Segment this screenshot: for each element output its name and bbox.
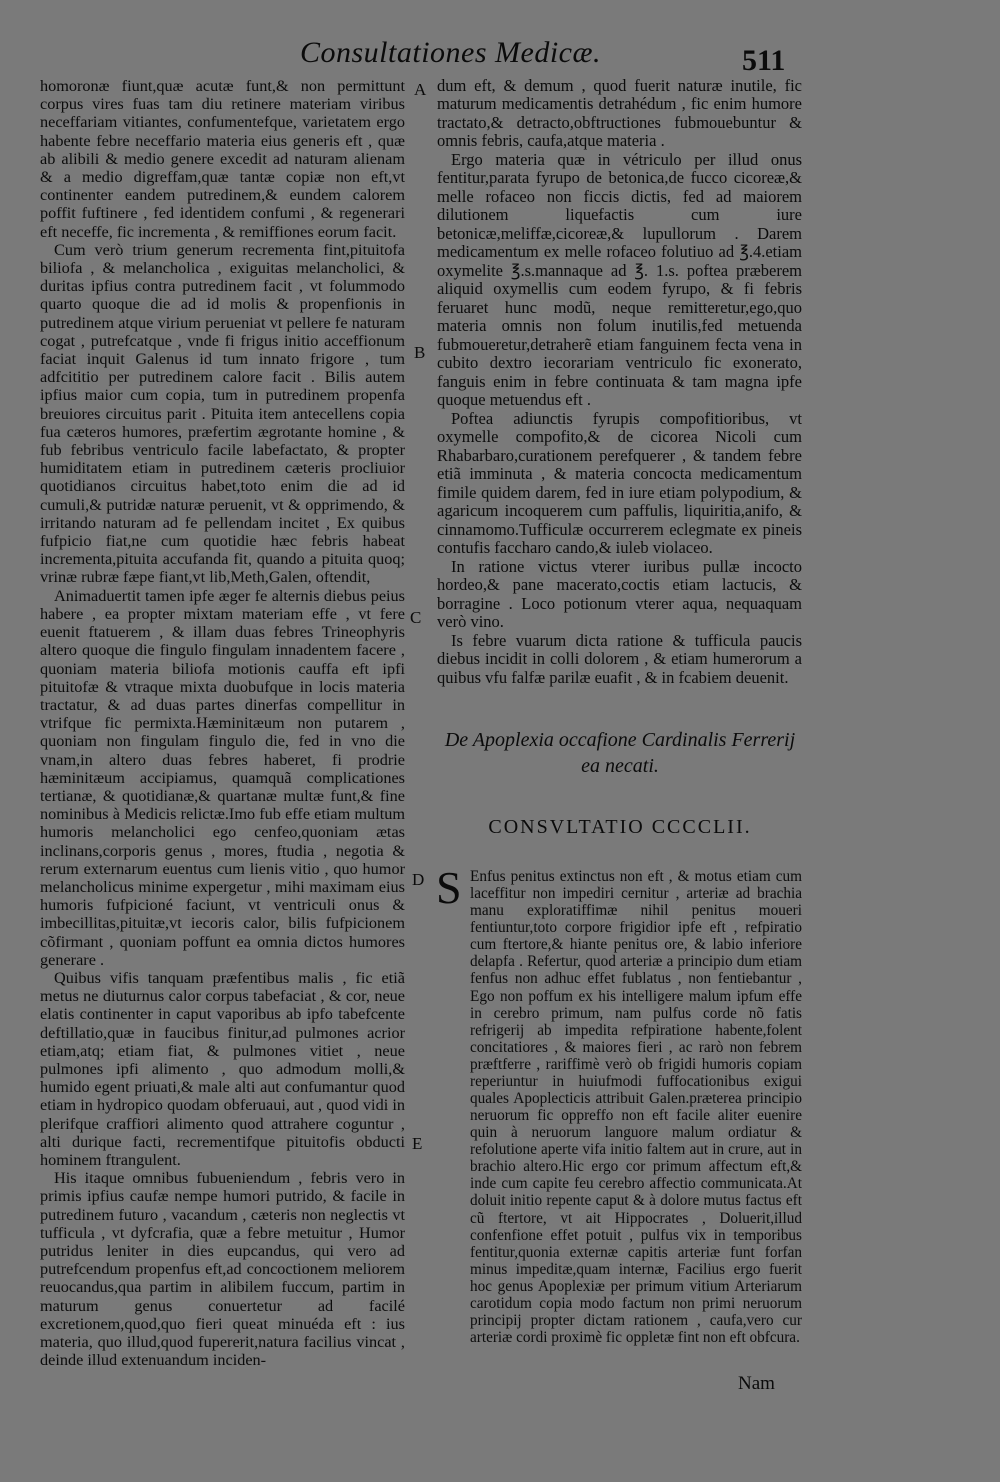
paragraph: Is febre vuarum dicta ratione & tufficula paucis diebus incidit in colli dolorem , & etiam humerorum a quibus vfu falfæ parilæ euafit , & in fcabiem deuenit. xyxy=(437,630,802,687)
paragraph: Ergo materia quæ in vétriculo per illud onus fentitur,parata fyrupo de betonica,de fucco cicoreæ,& melle rofaceo non ficcis dictis, fed ad maiorem dilutionem liquefactis cum iure betonicæ,meliffæ,cicoreæ,& lupullorum . Darem medicamentum ex melle rofaceo folutiuo ad ℥.4.etiam oxymelite ℥.s.mannaque ad ℥. 1.s. poftea præberem aliquid oxymellis cum eodem fyrupo, & fi febris feruaret hunc modũ, neque remitteretur,ego,quo materia omnis non folum inutilis,fed metuenda fubmoueretur,detraherẽ etiam fanguinem fecta vena in cubito dextro iecorariam ventriculo fic exonerato, fanguis enim in febre continuata & tam magna ipfe quoque metuendus eft . xyxy=(437,149,802,410)
left-column xyxy=(40,77,405,1369)
paragraph: Cum verò trium generum recrementa fint,pituitofa biliofa , & melancholica , exiguitas melancholici, & duritas ipfius contra putredinem facit , vt folummodo quarto quoque die ad id molis & propenfionis in putredinem atque virium perueniat vt pellere fe naturam cogat , putrefcatque , vnde fi frigus initio acceffionum faciat inquit Galenus id tum innato frigore , tum adfcititio per putredinem calore facit . Bilis autem ipfius maior cum copia, tum in putredinem propenfa breuiores circuitus parit . Pituita item antecellens copia fua cæteros humores, præfertim ægrotante homine , & fub febribus ventriculo facile labefactato, & propter humiditatem etiam in putredinem cæteris procliuior quotidianos circuitus habet,toto enim die ad id cumuli,& putridæ naturæ peruenit, vt & opprimendo, & irritando naturam ad fe pellendam incitet , Ex quibus fufpicio fiat,ne cum quotidie hæc febris habeat incrementa,pituita accufanda fit, quando a pituita quoq; vrinæ rubræ fæpe fiant,vt lib,Meth,Galen, oftendit, xyxy=(40,240,405,587)
paragraph: homoronæ fiunt,quæ acutæ funt,& non permittunt corpus vires fuas tam diu retinere materiam viribus neceffariam vitiantes, confumentefque, varietatem ergo habente febre neceffario materia eius generis eft , quæ ab alibili & medio genere excedit ad naturam alienam & a medio digreffam,quæ tantæ copiæ non eft,vt continenter eandem putredinem,& eundem calorem poffit fuftinere , fed identidem confumi , & regenerari eft neceffe, fic incrementa , & remiffiones eorum facit. xyxy=(40,77,405,241)
margin-letter-a: A xyxy=(414,80,427,99)
section-heading: De Apoplexia occafione Cardinalis Ferrerij ea necati. xyxy=(444,729,796,777)
paragraph: Enfus penitus extinctus non eft , & motus etiam cum laceffitur non impediri cernitur , arteriæ ad brachia manu exploratiffimæ nihil penitus moueri fentiuntur,toto corpore frigidior ipfe eft , refpiratio cum ftertore,& hiante penitus ore, & labio inferiore delapfa . Refertur, quod arteriæ a principio dum etiam fenfus non adhuc effet fublatus , non fentiebantur , Ego non poffum ex his intelligere malum ipfum effe in cerebro primum, nam pulfus corde nõ fatis refrigerij ab impedita refpiratione habente,folent concitatiores , & maiores fieri , ac rarò non febrem præftferre , rariffimè verò ob frigidi humoris copiam reperiuntur in huiufmodi fuffocationibus exigui quales Apoplecticis attribuit Galen.præterea principio neruorum fic oppreffo non eft facile aliter euenire quin à neruorum languore malum ordiatur & refolutione aperte vifa initio faltem aut in crure, aut in brachio altero.Hic ergo cor primum affectum eft,& inde cum capite feu cerebro affectio communicata.At doluit initio repente caput & à dolore mutus factus eft cũ ftertore, vt ait Hippocrates , Doluerit,illud confenfione effet potuit , pulfus vix in temporibus fentitur,quonia externæ capitis arteriæ funt forfan minus impeditæ,quam internæ, Facilius ergo fuerit hoc genus Apoplexiæ per primum vitium Arteriarum carotidum copia modo factum non primi neruorum principij propter dictam rationem , caufa,vero cur arteriæ cordi proximè fic oppletæ fint non eft obfcura. xyxy=(470,868,802,1347)
running-head: Consultationes Medicæ. xyxy=(300,36,601,69)
paragraph: In ratione victus vterer iuribus pullæ incocto hordeo,& pane macerato,coctis etiam lactucis, & borragine . Loco potionum vterer aqua, nequaquam verò vino. xyxy=(437,556,802,632)
paragraph: dum eft, & demum , quod fuerit naturæ inutile, fic maturum medicamentis detrahédum , fic enim humore tractato,& detracto,obftructiones fubmouebuntur & omnis febris, caufa,atque materia . xyxy=(437,76,802,151)
paragraph: Quibus vifis tanquam præfentibus malis , fic etiã metus ne diuturnus calor corpus tabefaciat , & cor, neue elatis continenter in caput vaporibus ab ipfo tabefcente deftillatio,quæ in faucibus finitur,ad pulmones acrior etiam,atq; etiam fiat, & pulmones vitiet , neue pulmones ipfi alimento , quo admodum molli,& humido egent priuati,& male alti aut confumantur quod etiam in hydropico quodam obferuaui, aut , quod vidi in plerifque craffiori alimento quod attrahere coguntur , alti durique facti, recrementifque pituitofis obducti hominem ftrangulent. xyxy=(40,968,405,1169)
paragraph: Animaduertit tamen ipfe æger fe alternis diebus peius habere , ea propter mixtam materiam effe , vt fere euenit ftatuerem , & illam duas febres Trineophyris altero quoque die fingulo fingulam innadentem facere , quoniam materia biliofa motionis cauffa eft ipfi pituitofæ & vtraque mixta duobufque in locis materia tractatur, & ad duas partes dinerfas compellitur in vtrifque fic permixta.Hæminitæum non putarem , quoniam non fingulam fingulo die, fed in vno die vnam,in altero duas febres haberet, fi prodrie hæminitæum accipiamus, quamquã complicationes tertianæ, & quotidianæ,& quartanæ multæ funt,& fine nominibus à Medicis relictæ.Imo fub effe etiam multum humoris melancholici ego cenfeo,quoniam ætas inclinans,corporis genus , mores, ftudia , negotia & rerum externarum euentus cum lienis vitio , quo humor melancholicus minime expergetur , mihi maximam eius humoris fufpicioné faciunt, vt ventriculi onus & imbecillitas,pituitæ,vt iecoris calor, bilis fufpicionem cõfirmant , quoniam poffunt ea omnia dictos humores generare . xyxy=(40,586,405,969)
right-column xyxy=(437,77,802,687)
catchword: Nam xyxy=(738,1373,775,1394)
margin-letter-d: D xyxy=(412,870,425,889)
drop-capital: S xyxy=(436,862,462,913)
paragraph: His itaque omnibus fubueniendum , febris vero in primis ipfius caufæ nempe humori putrido, & facile in putredinem futuro , vacandum , cæteris non neglectis vt tufficula , vt dyfcrafia, quæ a febre metuitur , Humor putridus leniter in dies eupcandus, qui vero ad putrefcendum propenfus eft,ad concoctionem meliorem reuocandus,qua partim in alibilem fuccum, partim in maturum genus conuertetur ad facilé excretionem,quod,quo fieri queat minuéda eft : ius materia, quo illud,quod fupererit,natura facilius vincat , deinde illud extenuandum inciden- xyxy=(40,1169,405,1370)
paragraph: Poftea adiunctis fyrupis compofitioribus, vt oxymelle compofito,& de cicorea Nicoli cum Rhabarbaro,curationem perefquerer , & tandem febre etiã imminuta , & materia concocta medicamentum fimile quidem darem, fed in iure etiam polypodium, & agaricum incoquerem cum paffulis, liquiritia,anifo, & cinnamomo.Tufficulæ occurrerem eclegmate ex pineis contufis faccharo cando,& iuleb violaceo. xyxy=(437,408,802,558)
margin-letter-e: E xyxy=(412,1134,423,1153)
consultation-first-lines xyxy=(470,868,802,1346)
consultation-title: CONSVLTATIO CCCCLII. xyxy=(488,816,752,838)
margin-letter-c: C xyxy=(410,608,422,627)
margin-letter-b: B xyxy=(414,343,426,362)
page-number: 511 xyxy=(742,44,786,77)
